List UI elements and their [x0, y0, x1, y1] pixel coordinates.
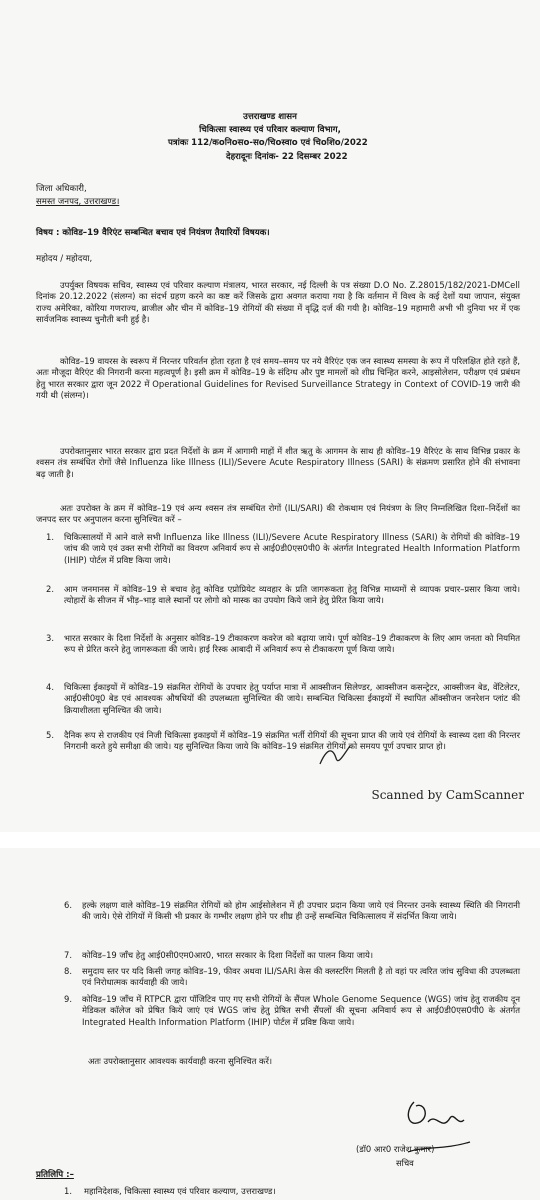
point-number: 6. — [64, 900, 72, 910]
salutation: महोदय / महोदया, — [36, 254, 93, 264]
point-text: कोविड–19 जाँच में RTPCR द्वारा पॉजिटिव पाए गए सभी रोगियों के सैंपल Whole Genome Sequence (WGS) जांच हेतु राजकीय दून मेडिकल कॉलेज को प्रेषित किये जाएं एवं WGS जांच हेतु प्रेषित सभी सैंपलों की सूचना अनिवार्य रूप से आई0डी0एस0पी0 के अंतर्गत Integrated Health Information Platform (IHIP) पोर्टल में प्रविष्ट किया जाये। — [82, 994, 520, 1027]
point-text: समुदाय स्तर पर यदि किसी जगह कोविड–19, फीवर अथवा ILI/SARI केस की क्लस्टरिंग मिलती है तो वहां पर त्वरित जांच सुविधा की उपलब्धता एवं निरोधात्मक कार्यवाही की जाये। — [82, 966, 520, 988]
paragraph-3: उपरोक्तानुसार भारत सरकार द्वारा प्रदत निर्देशों के क्रम में आगामी माहों में शीत ऋतु के आगमन के साथ ही कोविड–19 वैरिएंट के साथ विभिन्न प्रकार के श्वसन तंत्र सम्बंधित रोगों जैसे Influenza like Illness (ILI)/Severe Acute Respiratory Illness (SARI) के संक्रमण प्रसारित होने की संभावना बढ़ जाती है। — [36, 446, 520, 479]
signatory-name: (डॉ0 आर0 राजेश कुमार) — [356, 1144, 435, 1154]
govt-heading: उत्तराखण्ड शासन — [243, 112, 297, 122]
copy-heading: प्रतिलिपि :– — [36, 1170, 74, 1180]
scanner-watermark: Scanned by CamScanner — [371, 788, 524, 802]
paragraph-1: उपर्युक्त विषयक सचिव, स्वास्थ्य एवं परिवार कल्याण मंत्रालय, भारत सरकार, नई दिल्ली के पत्र संख्या D.O No. Z.28015/182/2021-DMCell दिनांक 20.12.2022 (संलग्न) का संदर्भ ग्रहण करने का कष्ट करें जिसके द्वारा अवगत कराया गया है कि वर्तमान में विश्व के कई देशों यथा जापान, संयुक्त राज्य अमेरिका, कोरिया गणराज्य, ब्राजील और चीन में कोविड–19 रोगियों की संख्या में वृद्धि दर्ज की गयी है। कोविड–19 महामारी अभी भी दुनिया भर में एक सार्वजनिक स्वास्थ्य चुनौती बनी हुई है। — [36, 280, 520, 325]
point-number: 3. — [46, 633, 54, 643]
point-text: भारत सरकार के दिशा निर्देशों के अनुसार कोविड–19 टीकाकरण कवरेज को बढ़ाया जाये। पूर्ण कोविड–19 टीकाकरण के लिए आम जनता को नियमित रूप से प्रेरित करने हेतु जागरूकता की जाये। हाई रिस्क आबादी में अनिवार्य रूप से टीकाकरण पूर्ण किया जाये। — [64, 633, 520, 655]
closing-line: अतः उपरोक्तानुसार आवश्यक कार्यवाही करना सुनिश्चित करें। — [88, 1056, 273, 1066]
point-text: कोविड–19 जाँच हेतु आई0सी0एम0आर0, भारत सरकार के दिशा निर्देशों का पालन किया जाये। — [82, 950, 374, 960]
reference-number: पत्रांकः 112/कoनिoसo-सo/चिoस्वाo एवं चिoशिo/2022 — [168, 138, 368, 148]
letter-date: देहरादूनः दिनांक- 22 दिसम्बर 2022 — [226, 152, 348, 162]
initials-mark — [316, 740, 356, 770]
addressee-line1: जिला अधिकारी, — [36, 184, 87, 194]
department-heading: चिकित्सा स्वास्थ्य एवं परिवार कल्याण विभाग, — [199, 125, 341, 135]
paragraph-2: कोविड–19 वायरस के स्वरूप में निरन्तर परिवर्तन होता रहता है एवं समय–समय पर नये वैरिएंट एक जन स्वास्थ्य समस्या के रूप में परिलक्षित होते रहते हैं, अतः मौजूदा वैरिएंट की निगरानी करना महत्वपूर्ण है। इसी क्रम में कोविड–19 के संदिग्ध और पुष्ट मामलों को शीघ्र चिन्हित करने, आइसोलेशन, परीक्षण एवं प्रबंधन हेतु भारत सरकार द्वारा जून 2022 में Operational Guidelines for Revised Surveillance Strategy in Context of COVID-19 जारी की गयी थी (संलग्न)। — [36, 356, 520, 401]
addressee-line2: समस्त जनपद, उत्तराखण्ड। — [36, 197, 120, 207]
point-number: 7. — [64, 950, 72, 960]
letter-subject: विषय : कोविड–19 वैरिएंट सम्बन्धित बचाव एवं नियंत्रण तैयारियों विषयक। — [36, 228, 270, 238]
point-text: चिकित्सा ईकाइयों में कोविड–19 संक्रमित रोगियों के उपचार हेतु पर्याप्त मात्रा में आक्सीजन सिलेण्डर, आक्सीजन कसन्ट्रेटर, आक्सीजन बेड, वेंटिलेटर, आई0सी0यू0 बेड एवं आवश्यक औषधियों की उपलब्धता सुनिश्चित की जाये। सम्बन्धित चिकित्सा ईकाइयों में स्थापित ऑक्सीजन जनरेशन प्लांट की क्रियाशीलता सुनिश्चित की जाये। — [64, 682, 520, 715]
paragraph-4: अतः उपरोक्त के क्रम में कोविड–19 एवं अन्य श्वसन तंत्र सम्बंधित रोगों (ILI/SARI) की रोकथाम एवं नियंत्रण के लिए निम्नलिखित दिशा–निर्देशों का जनपद स्तर पर अनुपालन करना सुनिश्चित करें – — [36, 503, 520, 525]
point-number: 9. — [64, 994, 72, 1004]
point-number: 1. — [46, 532, 54, 542]
copy-item-text: महानिदेशक, चिकित्सा स्वास्थ्य एवं परिवार कल्याण, उत्तराखण्ड। — [84, 1186, 276, 1196]
point-text: दैनिक रूप से राजकीय एवं निजी चिकित्सा इकाइयों में कोविड–19 संक्रमित भर्ती रोगियों की सूचना प्राप्त की जाये एवं रोगियों के स्वास्थ्य दशा की निरन्तर निगरानी करते हुये समीक्षा की जाये। यह सुनिश्चित किया जाये कि कोविड–19 संक्रमित रोगियों को समयप पूर्ण उपचार प्राप्त हो। — [64, 730, 520, 752]
page-gap — [0, 832, 540, 848]
point-number: 8. — [64, 966, 72, 976]
point-number: 5. — [46, 730, 54, 740]
point-text: हल्के लक्षण वाले कोविड–19 संक्रमित रोगियों को होम आईसोलेशन में ही उपचार प्रदान किया जाये एवं निरन्तर उनके स्वास्थ्य स्थिति की निगरानी की जाये। ऐसे रोगियों में किसी भी प्रकार के गम्भीर लक्षण होने पर शीघ्र ही उन्हें सम्बन्धित चिकित्सालय में संदर्भित किया जाये। — [82, 900, 520, 922]
point-text: चिकित्सालयों में आने वाले सभी Influenza like Illness (ILI)/Severe Acute Respiratory Illness (SARI) के रोगियों की कोविड–19 जांच की जाये एवं उक्त सभी रोगियों का विवरण अनिवार्य रूप से आई0डी0एस0पी0 के अंतर्गत Integrated Health Information Platform (IHIP) पोर्टल में प्रविष्ट किया जाये। — [64, 532, 520, 565]
signatory-title: सचिव — [396, 1158, 414, 1168]
point-number: 4. — [46, 682, 54, 692]
point-number: 2. — [46, 584, 54, 594]
copy-item-number: 1. — [64, 1186, 72, 1196]
point-text: आम जनमानस में कोविड–19 से बचाव हेतु कोविड एप्रोप्रियेट व्यवहार के प्रति जागरूकता हेतु विभिन्न माध्यमों से व्यापक प्रचार–प्रसार किया जाये। त्योहारों के सीजन में भीड़–भाड़ वाले स्थानों पर लोगो को मास्क का उपयोग किये जाने हेतु प्रेरित किया जाये। — [64, 584, 520, 606]
